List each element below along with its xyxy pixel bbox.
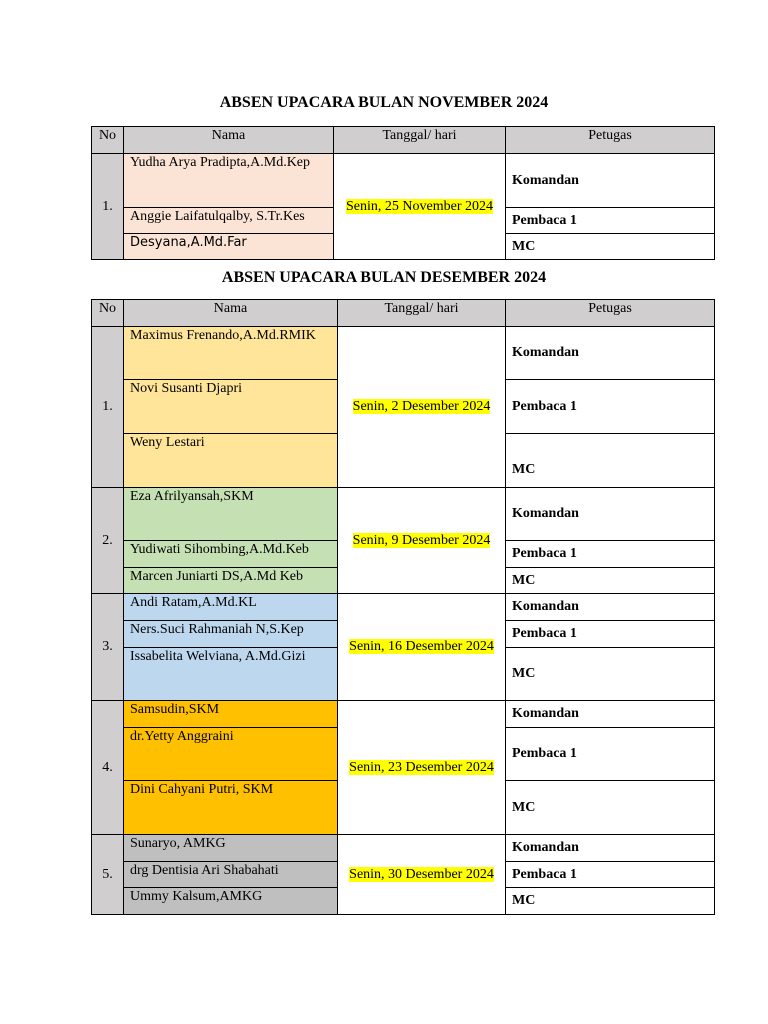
date-text: Senin, 9 Desember 2024: [352, 532, 491, 548]
petugas-cell: Komandan: [506, 835, 715, 862]
header-tanggal: Tanggal/ hari: [338, 300, 506, 327]
nama-cell: dr.Yetty Anggraini: [124, 728, 338, 781]
petugas-cell: MC: [506, 568, 715, 594]
date-cell: [338, 488, 506, 594]
date-cell: [334, 154, 506, 260]
nama-cell: Marcen Juniarti DS,A.Md Keb: [124, 568, 338, 594]
header-nama: Nama: [124, 127, 334, 154]
table-header-row: [92, 127, 715, 154]
nama-cell: Ummy Kalsum,AMKG: [124, 888, 338, 915]
row-number: 3.: [92, 594, 124, 701]
date-text: Senin, 23 Desember 2024: [349, 759, 494, 775]
desember-title: ABSEN UPACARA BULAN DESEMBER 2024: [221, 269, 547, 286]
nama-cell: drg Dentisia Ari Shabahati: [124, 862, 338, 888]
row-number: 1.: [92, 327, 124, 488]
petugas-cell: Pembaca 1: [506, 621, 715, 648]
petugas-cell: MC: [506, 234, 715, 260]
petugas-cell: Pembaca 1: [506, 862, 715, 888]
date-cell: [338, 701, 506, 835]
date-text: Senin, 30 Desember 2024: [349, 866, 494, 882]
table-row: [92, 154, 715, 208]
november-title: ABSEN UPACARA BULAN NOVEMBER 2024: [219, 94, 549, 111]
table-header-row: [92, 300, 715, 327]
nama-cell: Yudha Arya Pradipta,A.Md.Kep: [124, 154, 334, 208]
nama-cell: Dini Cahyani Putri, SKM: [124, 781, 338, 835]
table-row: [92, 488, 715, 541]
nama-cell: Maximus Frenando,A.Md.RMIK: [124, 327, 338, 380]
date-cell: [338, 327, 506, 488]
petugas-cell: Komandan: [506, 154, 715, 208]
desember-table: [91, 299, 715, 915]
petugas-cell: Pembaca 1: [506, 541, 715, 568]
header-tanggal: Tanggal/ hari: [334, 127, 506, 154]
table-row: [92, 701, 715, 728]
nama-cell: Desyana,A.Md.Far: [124, 234, 334, 260]
petugas-cell: Pembaca 1: [506, 728, 715, 781]
row-number: 2.: [92, 488, 124, 594]
nama-cell: Eza Afrilyansah,SKM: [124, 488, 338, 541]
nama-cell: Weny Lestari: [124, 434, 338, 488]
nama-cell: Andi Ratam,A.Md.KL: [124, 594, 338, 621]
petugas-cell: MC: [506, 648, 715, 701]
header-no: No: [92, 127, 124, 154]
date-cell: [338, 835, 506, 915]
table-row: [92, 835, 715, 862]
petugas-cell: Komandan: [506, 594, 715, 621]
table-row: [92, 327, 715, 380]
petugas-cell: Komandan: [506, 488, 715, 541]
date-cell: [338, 594, 506, 701]
row-number: 4.: [92, 701, 124, 835]
nama-cell: Sunaryo, AMKG: [124, 835, 338, 862]
table-row: [92, 594, 715, 621]
date-text: Senin, 25 November 2024: [346, 198, 493, 214]
petugas-cell: MC: [506, 781, 715, 835]
header-nama: Nama: [124, 300, 338, 327]
header-petugas: Petugas: [506, 127, 715, 154]
nama-cell: Ners.Suci Rahmaniah N,S.Kep: [124, 621, 338, 648]
petugas-cell: Pembaca 1: [506, 380, 715, 434]
nama-cell: Anggie Laifatulqalby, S.Tr.Kes: [124, 208, 334, 234]
nama-cell: Novi Susanti Djapri: [124, 380, 338, 434]
header-petugas: Petugas: [506, 300, 715, 327]
petugas-cell: Pembaca 1: [506, 208, 715, 234]
petugas-cell: Komandan: [506, 701, 715, 728]
nama-cell: Samsudin,SKM: [124, 701, 338, 728]
petugas-cell: MC: [506, 434, 715, 488]
nama-cell: Yudiwati Sihombing,A.Md.Keb: [124, 541, 338, 568]
november-table: [91, 126, 715, 260]
petugas-cell: Komandan: [506, 327, 715, 380]
nama-cell: Issabelita Welviana, A.Md.Gizi: [124, 648, 338, 701]
petugas-cell: MC: [506, 888, 715, 915]
row-number: 1.: [92, 154, 124, 260]
date-text: Senin, 2 Desember 2024: [352, 399, 491, 414]
header-no: No: [92, 300, 124, 327]
row-number: 5.: [92, 835, 124, 915]
date-text: Senin, 16 Desember 2024: [349, 639, 494, 654]
